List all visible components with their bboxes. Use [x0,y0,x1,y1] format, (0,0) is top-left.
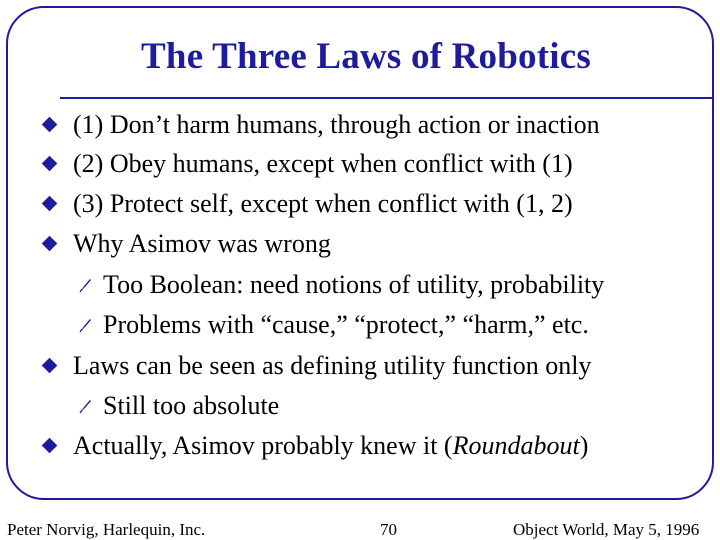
diamond-bullet-icon [42,236,58,252]
sub-bullet-text: Still too absolute [103,391,280,420]
slide-title: The Three Laws of Robotics [141,36,591,77]
sub-bullet-text: Problems with “cause,” “protect,” “harm,” etc. [103,310,589,339]
sub-bullet-text: Too Boolean: need notions of utility, probability [103,270,605,299]
bullet-text-plain: ) [579,431,589,460]
bullet-text: Laws can be seen as defining utility function only [73,351,592,380]
bullet-text: (3) Protect self, except when conflict with (1, 2) [73,189,573,218]
diamond-bullet-icon [42,196,58,212]
diamond-bullet-icon [42,156,58,172]
bullet-text: (2) Obey humans, except when conflict with (1) [73,149,573,178]
bullet-text-plain: Actually, Asimov probably knew it ( [73,431,453,460]
footer-venue-date: Object World, May 5, 1996 [513,520,700,539]
footer-author: Peter Norvig, Harlequin, Inc. [7,520,206,539]
diamond-bullet-icon [42,117,58,133]
bullet-text: (1) Don’t harm humans, through action or inaction [73,110,600,139]
pen-nib-bullet-icon [78,397,92,415]
diamond-bullet-icon [42,438,58,454]
bullet-text [73,433,588,459]
pen-nib-bullet-icon [78,276,92,294]
bullet-text: Why Asimov was wrong [73,229,331,258]
diamond-bullet-icon [42,358,58,374]
book-title: Roundabout [452,431,580,460]
pen-nib-bullet-icon [78,316,92,334]
footer-page-number: 70 [380,520,397,539]
